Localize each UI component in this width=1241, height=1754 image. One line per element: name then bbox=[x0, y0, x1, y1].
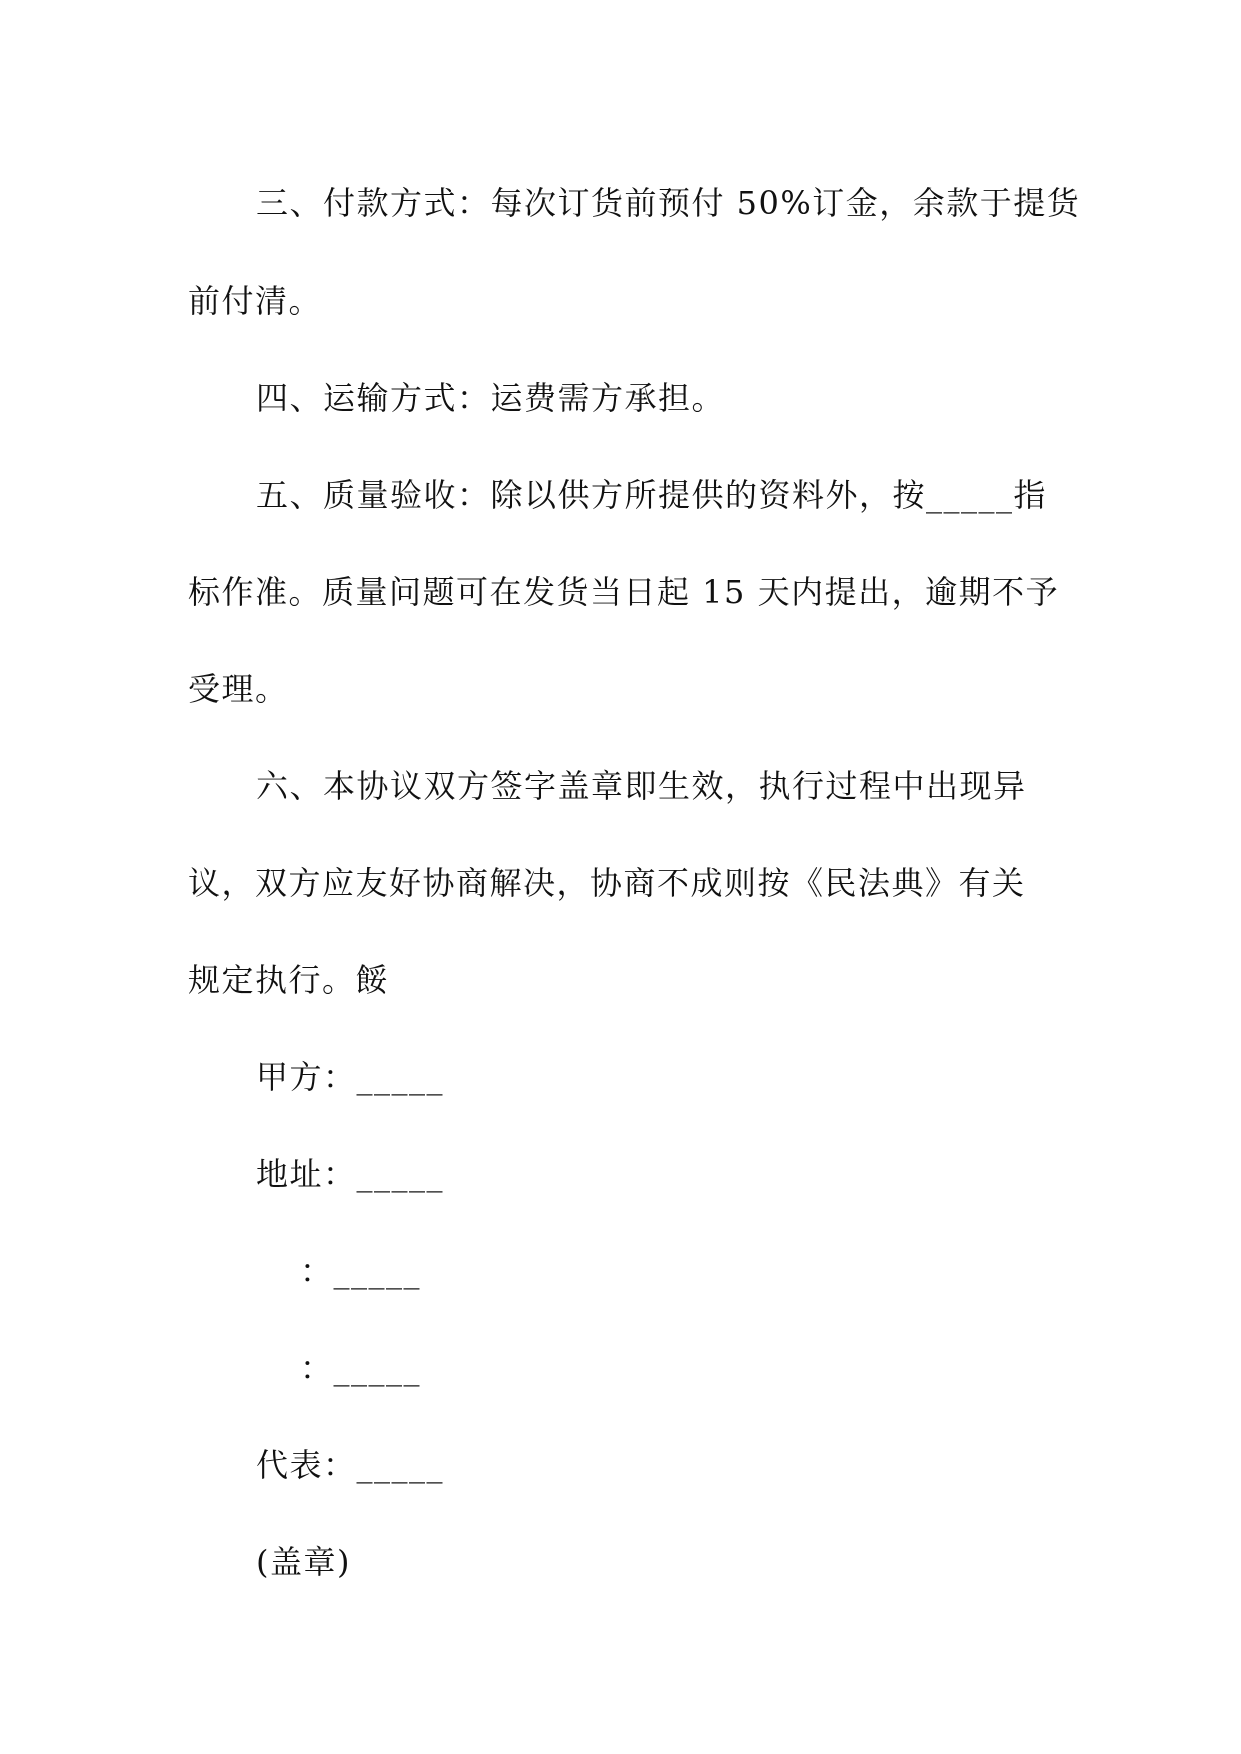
clause-4-line-1: 四、运输方式：运费需方承担。 bbox=[256, 379, 726, 417]
seal-label: (盖章) bbox=[256, 1543, 351, 1581]
clause-6-line-2: 议，双方应友好协商解决，协商不成则按《民法典》有关 bbox=[188, 864, 1026, 902]
address-field: 地址：_____ bbox=[256, 1155, 445, 1193]
clause-6-line-1: 六、本协议双方签字盖章即生效，执行过程中出现异 bbox=[256, 767, 1027, 805]
representative-field: 代表：_____ bbox=[256, 1446, 445, 1484]
blank-field-2: ：_____ bbox=[300, 1349, 422, 1387]
party-a-field: 甲方：_____ bbox=[256, 1058, 445, 1096]
blank-field-1: ：_____ bbox=[300, 1252, 422, 1290]
clause-5-line-2: 标作准。质量问题可在发货当日起 15 天内提出，逾期不予 bbox=[188, 573, 1060, 611]
clause-6-line-3: 规定执行。餒 bbox=[188, 961, 390, 999]
clause-3-line-2: 前付清。 bbox=[188, 282, 323, 320]
clause-3-line-1: 三、付款方式：每次订货前预付 50%订金，余款于提货 bbox=[256, 184, 1081, 222]
clause-5-line-3: 受理。 bbox=[188, 670, 289, 708]
clause-5-line-1: 五、质量验收：除以供方所提供的资料外，按_____指 bbox=[256, 476, 1048, 514]
